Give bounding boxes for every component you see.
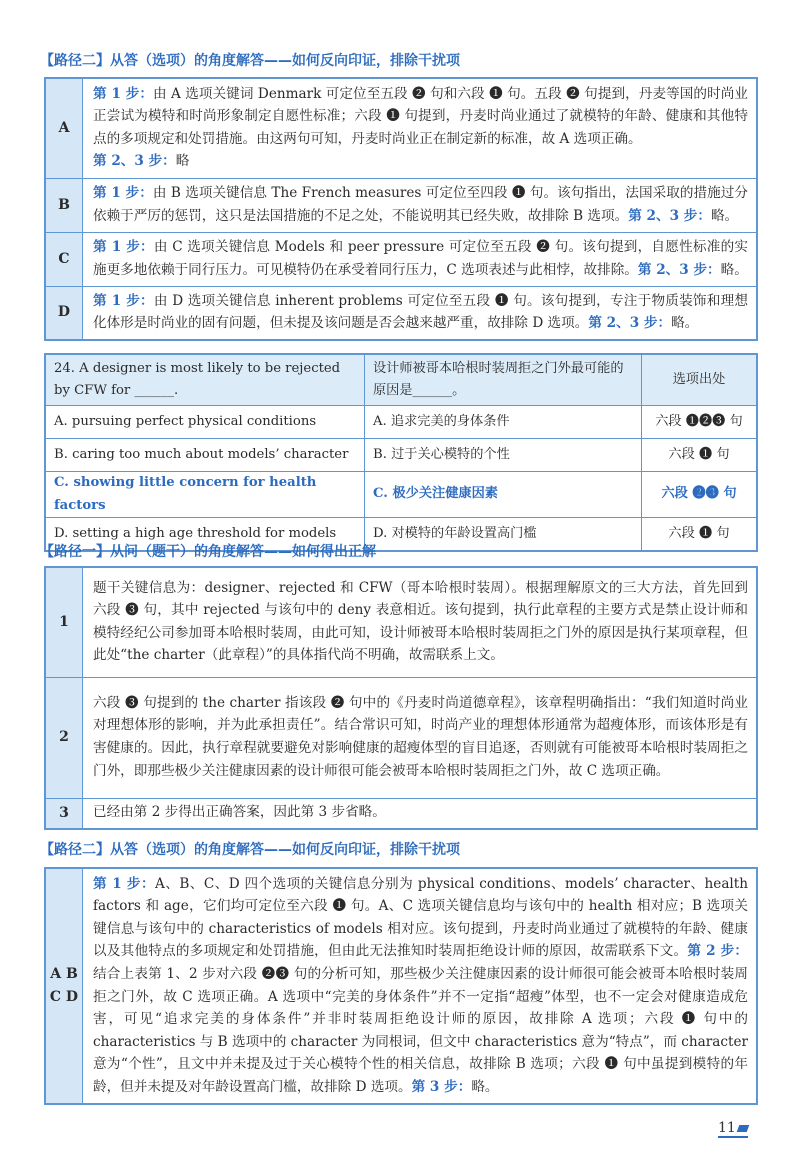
row-label: C — [45, 232, 83, 286]
step-text: 略。 — [471, 1078, 499, 1095]
options-analysis-table — [44, 77, 758, 341]
step-text: 已经由第 2 步得出正确答案，因此第 3 步省略。 — [93, 804, 386, 821]
option-row — [45, 406, 757, 439]
step-text: 略 — [175, 153, 190, 170]
row-text — [83, 178, 758, 232]
option-row — [45, 439, 757, 472]
row-text — [83, 677, 758, 798]
step-text: 六段 ❸ 句提到的 the charter 指该段 ❷ 句中的《丹麦时尚道德章程》，该章程明确指出：“我们知道时尚业对理想体形的影响，并为此承担责任”。结合常识可知，时尚产业的理想体形通常为超瘦体形，而该体形是有害健康的。因此，执行章程就要避免对影响健康的超瘦体型的盲目追逐，否则就有可能被哥本哈根时装周拒之门外，即那些极少关注健康因素的设计师很可能会被哥本哈根时装周拒之门外，故 C 选项正确。 — [93, 694, 748, 779]
step-label: 第 3 步： — [411, 1078, 472, 1095]
row-label: A B C D — [45, 868, 83, 1104]
step-label: 第 1 步： — [93, 238, 154, 255]
question-header-row — [45, 354, 757, 406]
section-heading-path-two-b: 【路径二】从答（选项）的角度解答——如何反向印证，排除干扰项 — [40, 842, 460, 858]
row-label: D — [45, 286, 83, 340]
table-row — [45, 232, 757, 286]
question-options-table — [44, 353, 758, 552]
table-row — [45, 78, 757, 178]
row-text — [83, 567, 758, 677]
row-label: 3 — [45, 798, 83, 829]
source-header: 选项出处 — [642, 354, 758, 406]
step-label: 第 1 步： — [93, 875, 156, 892]
option-source: 六段 ❶ 句 — [642, 439, 758, 472]
step-text: A、B、C、D 四个选项的关键信息分别为 physical conditions、models’ character、health factors 和 age，它们均可定位至六段 ❶ 句。A、C 选项关键信息均与该句中的 health 相对应；B 选项关键信息与该句中的 characteristics of models 相对应。该句提到，丹麦时尚业通过了就模特的年龄、健康以及其他特点的多项规定和处罚措施，但由此无法推知时装周拒绝设计师的原因，故需联系下文。 — [93, 875, 748, 960]
table-row — [45, 798, 757, 829]
page-number — [718, 1120, 748, 1138]
option-zh: D. 对模特的年龄设置高门槛 — [365, 518, 642, 552]
question-zh: 设计师被哥本哈根时装周拒之门外最可能的原因是______。 — [365, 354, 642, 406]
row-label: 1 — [45, 567, 83, 677]
table-row — [45, 286, 757, 340]
book-icon — [737, 1125, 750, 1132]
step-text: 略。 — [671, 315, 699, 332]
row-text — [83, 286, 758, 340]
step-text: 略。 — [720, 261, 748, 278]
option-zh: C. 极少关注健康因素 — [365, 472, 642, 518]
options-analysis-table-2 — [44, 867, 758, 1105]
option-row-correct — [45, 472, 757, 518]
row-label: 2 — [45, 677, 83, 798]
step-label: 第 2、3 步： — [588, 315, 672, 332]
option-source: 六段 ❶ 句 — [642, 518, 758, 552]
row-text — [83, 232, 758, 286]
step-label: 第 1 步： — [93, 85, 154, 102]
step-text: 题干关键信息为：designer、rejected 和 CFW（哥本哈根时装周）。根据理解原文的三大方法，首先回到六段 ❸ 句，其中 rejected 与该句中的 deny 表意相近。该句提到，执行此章程的主要方式是禁止设计师和模特经纪公司参加哥本哈根时装周，由此可知，设计师被哥本哈根时装周拒之门外的原因是执行某项章程，但此处“the charter（此章程）”的具体指代尚不明确，故需联系上文。 — [93, 579, 748, 664]
section-heading-path-two: 【路径二】从答（选项）的角度解答——如何反向印证，排除干扰项 — [40, 53, 460, 69]
step-label: 第 2、3 步： — [93, 153, 176, 170]
option-source: 六段 ❶❷❸ 句 — [642, 406, 758, 439]
steps-table — [44, 566, 758, 830]
step-text: 结合上表第 1、2 步对六段 ❷❸ 句的分析可知，那些极少关注健康因素的设计师很可能会被哥本哈根时装周拒之门外，故 C 选项正确。A 选项中“完美的身体条件”并不一定指“超瘦”体型，也不一定会对健康造成危害，可见“追求完美的身体条件”并非时装周拒绝设计师的原因，故排除 A 选项；六段 ❶ 句中的 characteristics 与 B 选项中的 character 为同根词，但文中 characteristics 意为“特点”，而 character 意为“个性”，且文中并未提及过于关心模特个性的相关信息，故排除 B 选项；六段 ❶ 句中虽提到模特的年龄，但并未提及对年龄设置高门槛，故排除 D 选项。 — [93, 965, 748, 1095]
row-text — [83, 868, 758, 1104]
option-en: C. showing little concern for health factors — [45, 472, 365, 518]
option-en: B. caring too much about models’ character — [45, 439, 365, 472]
option-en: D. setting a high age threshold for models — [45, 518, 365, 552]
row-text — [83, 78, 758, 178]
step-text: 由 C 选项关键信息 Models 和 peer pressure 可定位至五段 ❷ 句。该句提到，自愿性标准的实施更多地依赖于同行压力。可见模特仍在承受着同行压力，C 选项表述与此相悖，故排除。 — [93, 238, 748, 278]
option-zh: B. 过于关心模特的个性 — [365, 439, 642, 472]
step-label: 第 2、3 步： — [637, 261, 721, 278]
step-label: 第 2 步： — [687, 943, 748, 960]
table-row — [45, 178, 757, 232]
row-text — [83, 798, 758, 829]
step-text: 由 B 选项关键信息 The French measures 可定位至四段 ❶ 句。该句指出，法国采取的措施过分依赖于严厉的惩罚，这只是法国措施的不足之处，不能说明其已经失败，故排除 B 选项。 — [93, 184, 748, 224]
table-row — [45, 868, 757, 1104]
table-row — [45, 677, 757, 798]
step-label: 第 1 步： — [93, 184, 153, 201]
option-source: 六段 ❷❸ 句 — [642, 472, 758, 518]
table-row — [45, 567, 757, 677]
row-label: B — [45, 178, 83, 232]
question-en: 24. A designer is most likely to be rejected by CFW for ______. — [45, 354, 365, 406]
option-zh: A. 追求完美的身体条件 — [365, 406, 642, 439]
section-heading-path-one: 【路径一】从问（题干）的角度解答——如何得出正解 — [40, 544, 376, 560]
option-en: A. pursuing perfect physical conditions — [45, 406, 365, 439]
step-text: 由 A 选项关键词 Denmark 可定位至五段 ❷ 句和六段 ❶ 句。五段 ❷ 句提到，丹麦等国的时尚业正尝试为模特和时尚形象制定自愿性标准；六段 ❶ 句提到，丹麦时尚业通过了就模特的年龄、健康和其他特点的多项规定和处罚措施。由这两句可知，丹麦时尚业正在制定新的标准，故 A 选项正确。 — [93, 85, 748, 147]
step-label: 第 1 步： — [93, 292, 154, 309]
row-label: A — [45, 78, 83, 178]
step-text: 略。 — [710, 207, 739, 224]
step-label: 第 2、3 步： — [628, 207, 711, 224]
page-number-text: 11 — [718, 1120, 736, 1136]
step-text: 由 D 选项关键信息 inherent problems 可定位至五段 ❶ 句。该句提到，专注于物质装饰和理想化体形是时尚业的固有问题，但未提及该问题是否会越来越严重，故排除 D 选项。 — [93, 292, 748, 332]
